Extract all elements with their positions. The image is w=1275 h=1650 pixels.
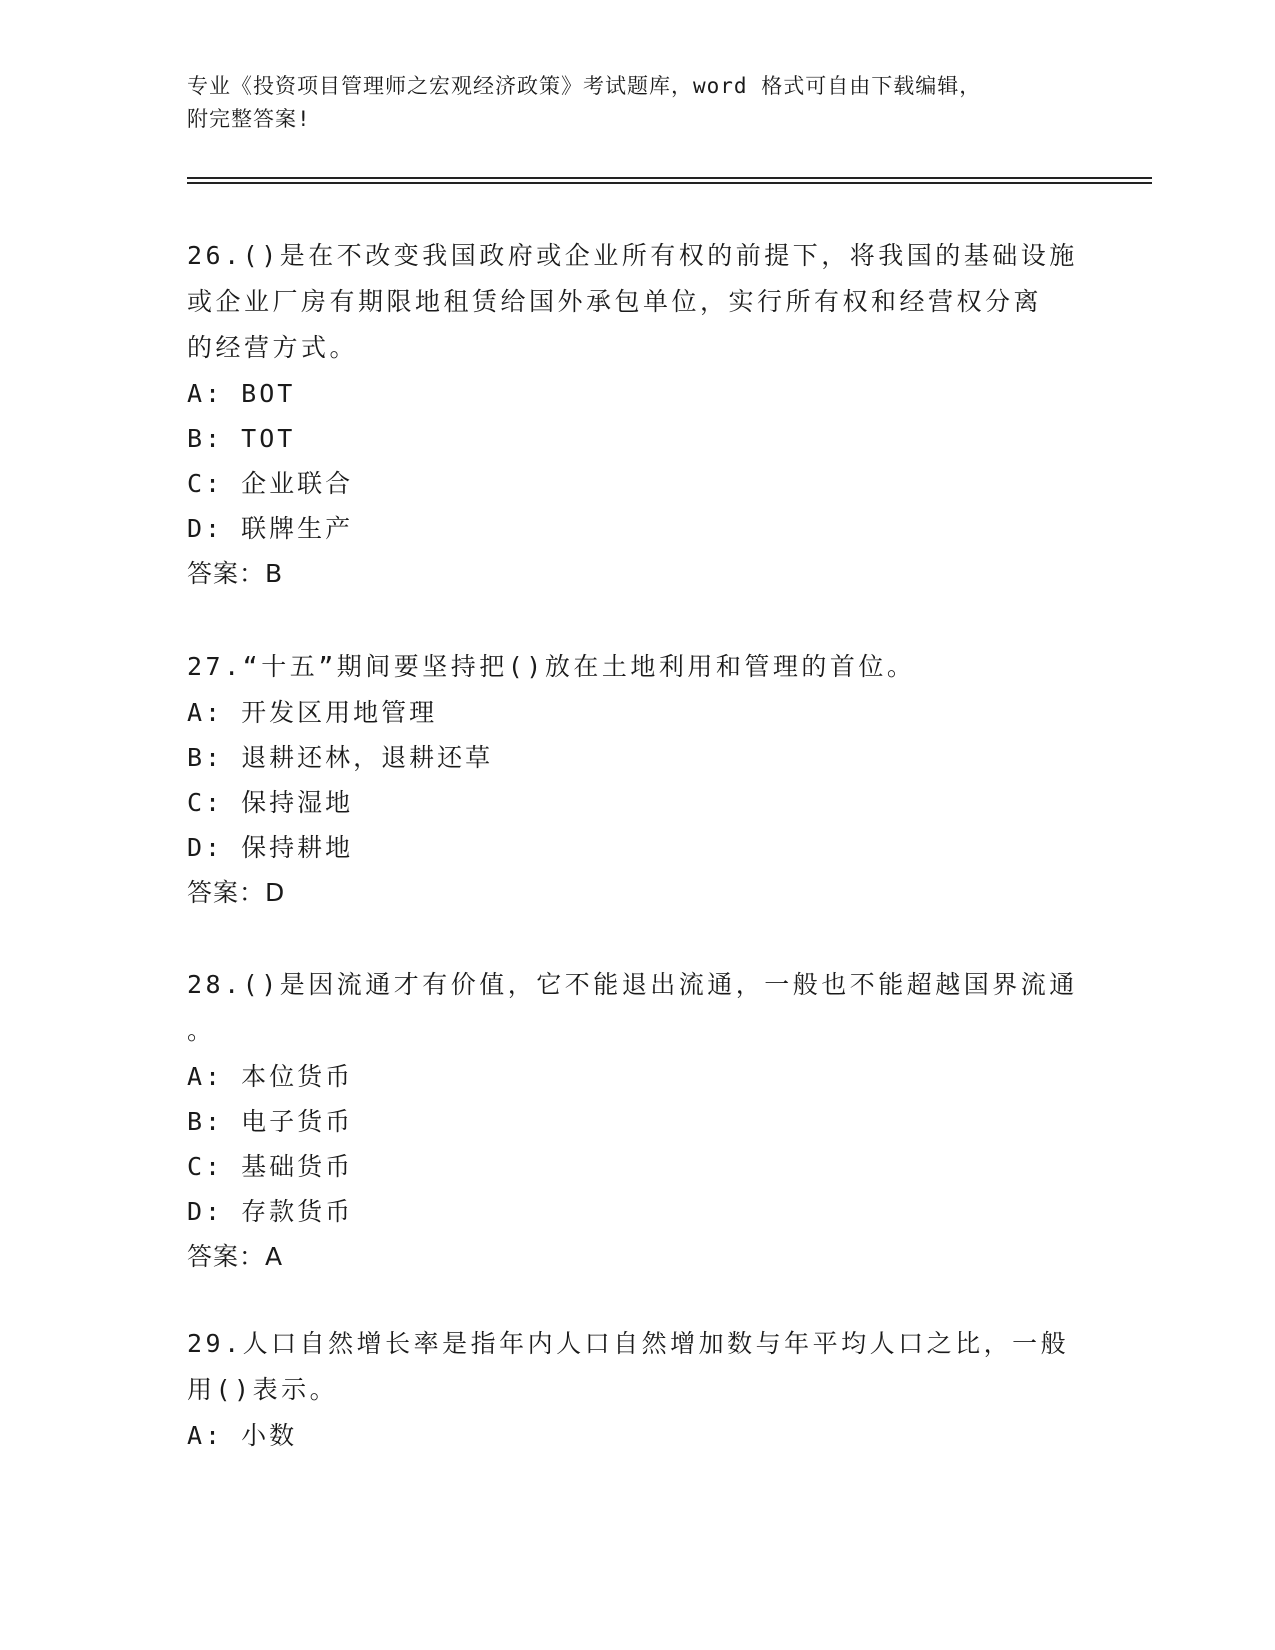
question-28 [187, 962, 1087, 1280]
option-a: A: 开发区用地管理 [187, 698, 438, 727]
header-line-2: 附完整答案! [187, 107, 311, 131]
question-29 [187, 1321, 1087, 1458]
option-d: D: 保持耕地 [187, 833, 354, 862]
question-stem-line: 29.人口自然增长率是指年内人口自然增加数与年平均人口之比，一般 [187, 1329, 1070, 1358]
question-stem-line: 27.“十五”期间要坚持把()放在土地利用和管理的首位。 [187, 652, 916, 681]
document-header [187, 70, 1087, 136]
option-b: B: TOT [187, 424, 296, 453]
option-a: A: 本位货币 [187, 1062, 354, 1091]
header-divider-top [187, 177, 1152, 179]
question-stem-line: 的经营方式。 [187, 333, 359, 362]
question-stem-line: 或企业厂房有期限地租赁给国外承包单位，实行所有权和经营权分离 [187, 287, 1043, 316]
header-divider-bottom [187, 182, 1152, 184]
option-c: C: 基础货币 [187, 1152, 354, 1181]
option-c: C: 企业联合 [187, 469, 354, 498]
option-b: B: 电子货币 [187, 1107, 354, 1136]
option-d: D: 存款货币 [187, 1197, 354, 1226]
option-a: A: 小数 [187, 1421, 298, 1450]
option-d: D: 联牌生产 [187, 514, 354, 543]
answer-line: 答案：D [187, 878, 286, 907]
answer-line: 答案：B [187, 559, 284, 588]
option-c: C: 保持湿地 [187, 788, 354, 817]
option-b: B: 退耕还林，退耕还草 [187, 743, 494, 772]
option-a: A: BOT [187, 379, 296, 408]
header-line-1: 专业《投资项目管理师之宏观经济政策》考试题库，word 格式可自由下载编辑， [187, 74, 982, 98]
question-stem-line: 26.()是在不改变我国政府或企业所有权的前提下，将我国的基础设施 [187, 241, 1078, 270]
question-26 [187, 233, 1087, 597]
question-stem-line: 用()表示。 [187, 1375, 339, 1404]
question-stem-line: 。 [187, 1016, 216, 1045]
question-27 [187, 644, 1087, 916]
answer-line: 答案：A [187, 1242, 284, 1271]
question-stem-line: 28.()是因流通才有价值，它不能退出流通，一般也不能超越国界流通 [187, 970, 1078, 999]
